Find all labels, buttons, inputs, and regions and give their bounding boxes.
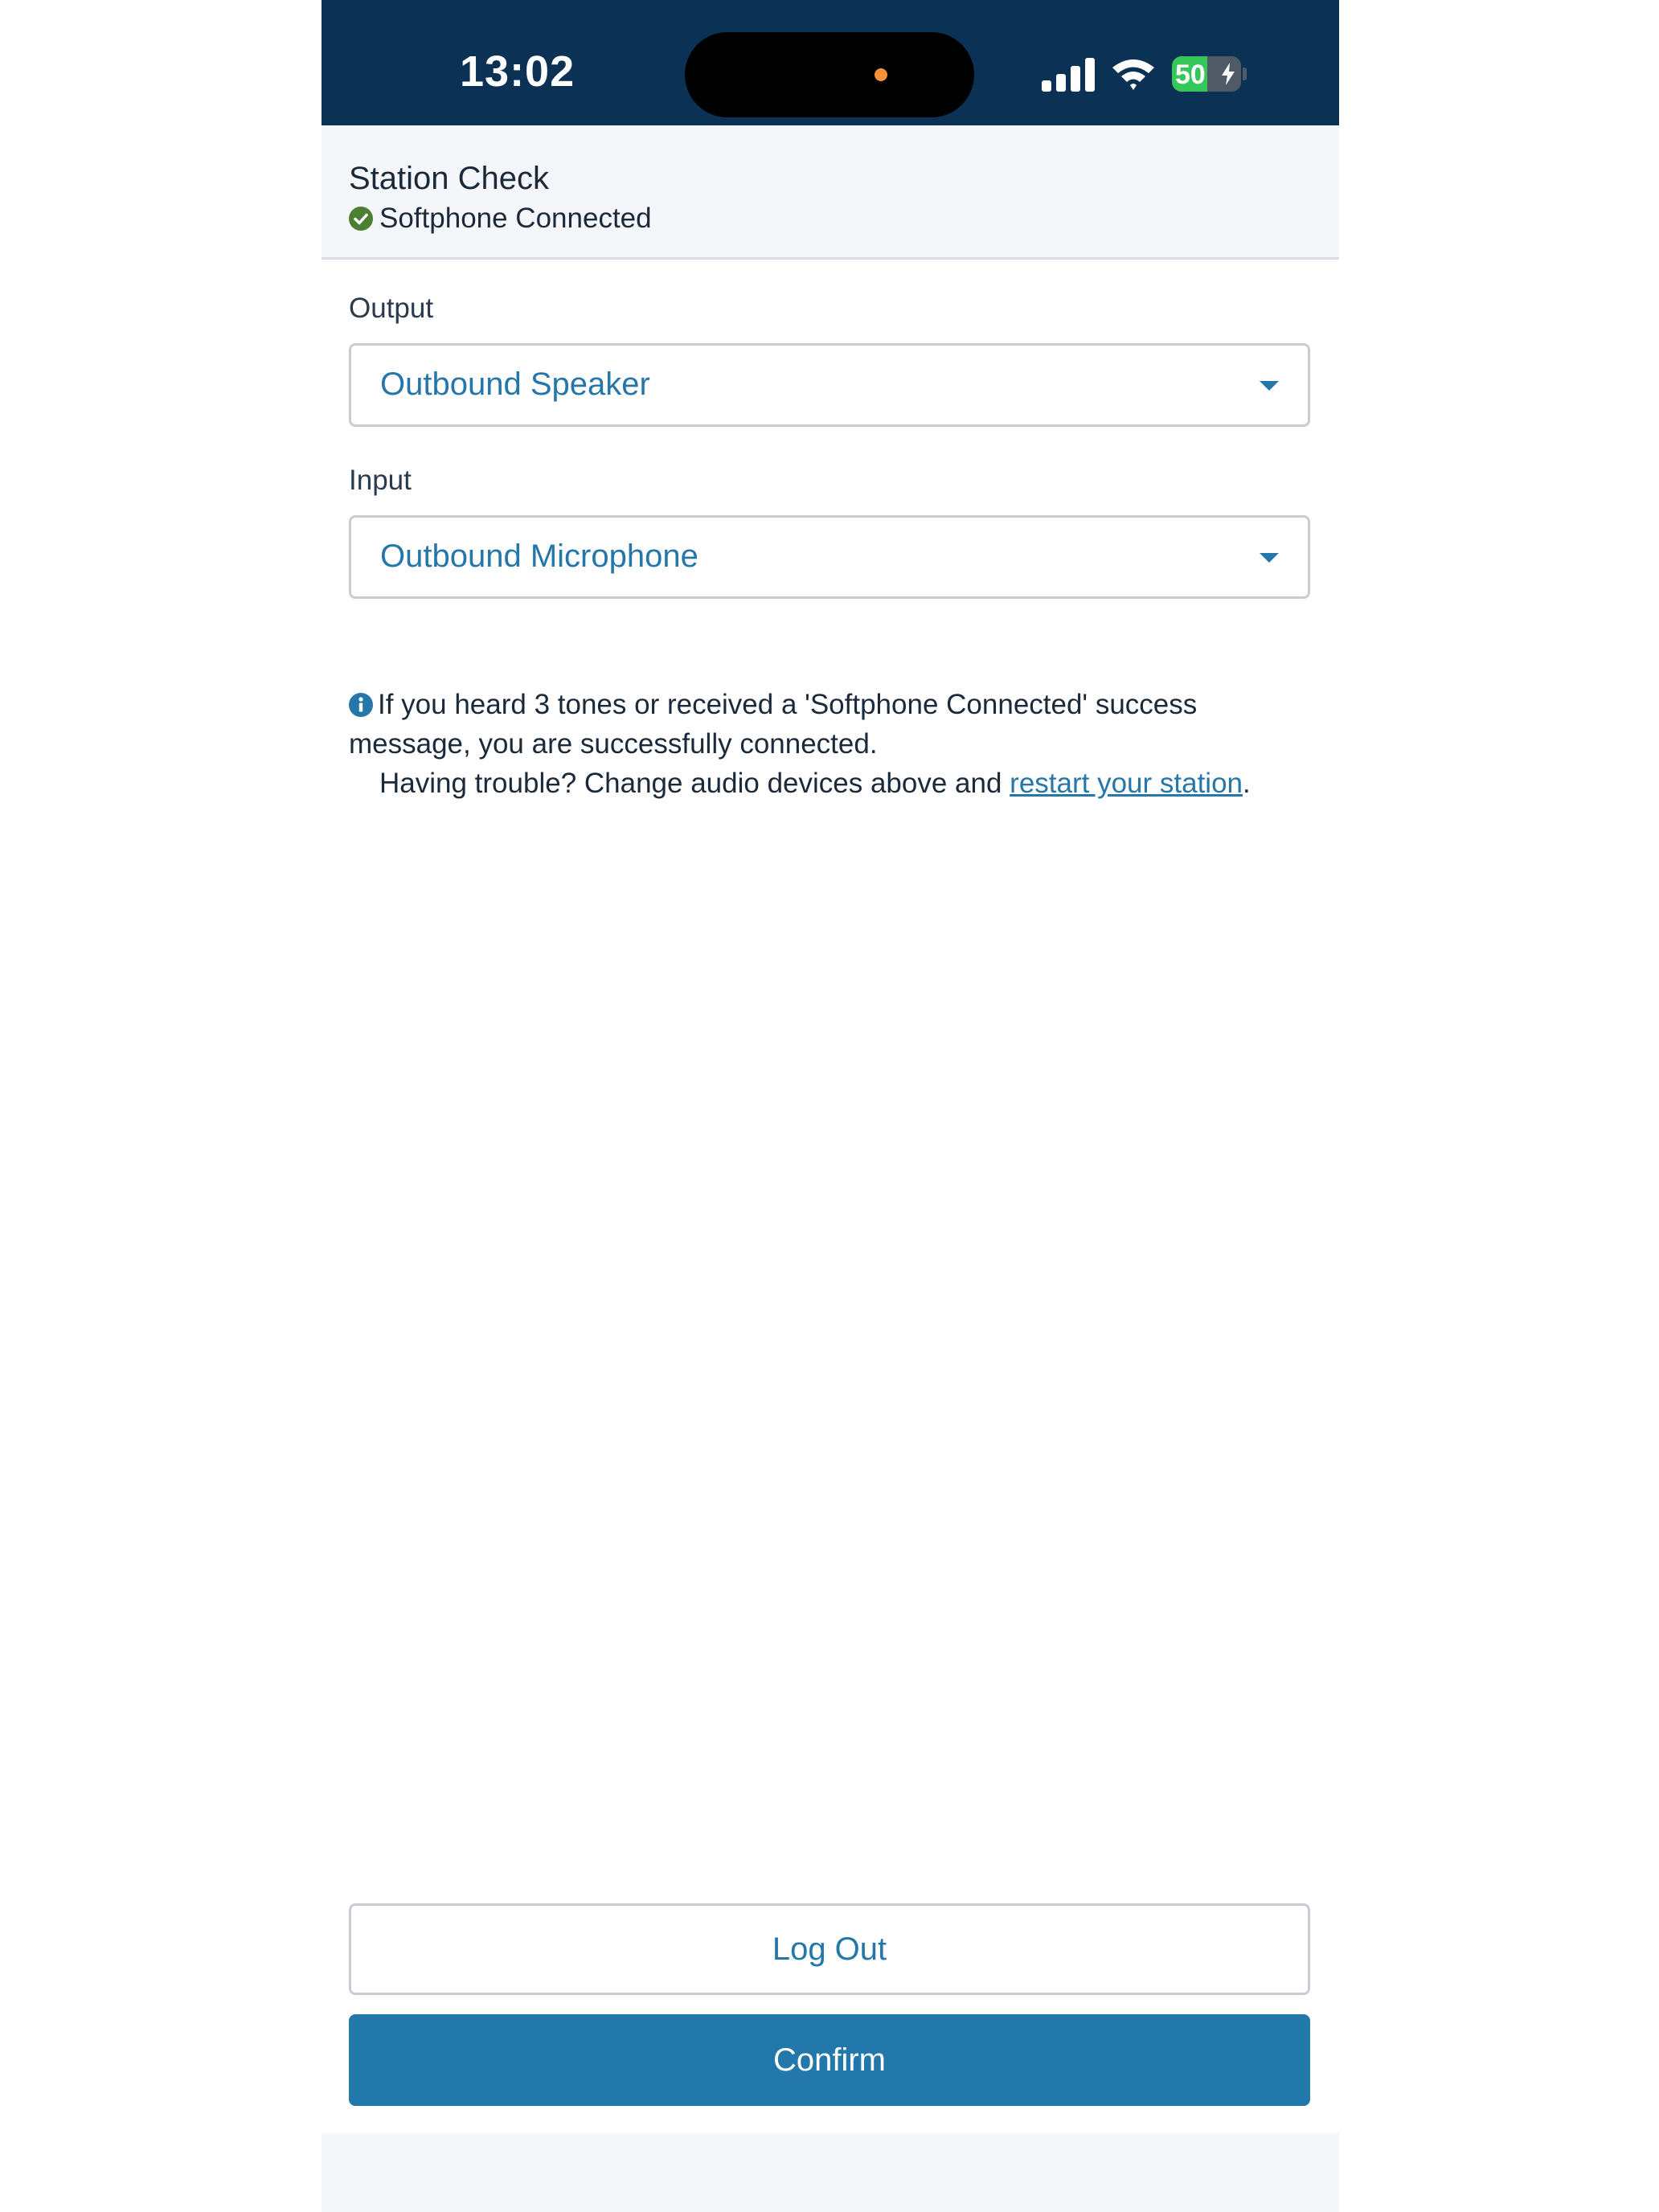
info-icon <box>349 693 373 717</box>
success-check-icon <box>349 207 373 231</box>
output-device-select[interactable] <box>349 343 1310 427</box>
chevron-down-icon <box>1260 553 1279 563</box>
connection-status-label: Softphone Connected <box>379 203 652 234</box>
recording-indicator-dot <box>875 68 887 81</box>
chevron-down-icon <box>1260 381 1279 391</box>
connection-status <box>349 203 652 235</box>
cellular-signal-icon <box>1042 58 1095 92</box>
restart-station-link[interactable]: restart your station <box>1010 768 1243 799</box>
status-bar <box>322 0 1339 125</box>
output-label: Output <box>349 293 434 324</box>
log-out-button[interactable]: Log Out <box>349 1903 1310 1995</box>
trouble-line <box>349 764 1310 803</box>
status-time: 13:02 <box>460 47 576 96</box>
input-device-select[interactable] <box>349 515 1310 599</box>
confirm-button[interactable]: Confirm <box>349 2014 1310 2106</box>
footer-area <box>322 2133 1339 2212</box>
trouble-text: Having trouble? Change audio devices above and <box>379 768 1010 799</box>
wifi-icon <box>1111 56 1156 92</box>
battery-icon <box>1172 56 1241 92</box>
phone-screen <box>322 0 1339 2212</box>
battery-cap <box>1243 68 1247 80</box>
dynamic-island <box>685 32 974 117</box>
trouble-suffix: . <box>1243 768 1251 799</box>
page-title: Station Check <box>349 161 550 196</box>
station-check-header <box>322 125 1339 260</box>
battery-level: 50 <box>1175 59 1206 90</box>
input-label: Input <box>349 465 412 496</box>
info-message <box>349 685 1310 803</box>
input-device-value: Outbound Microphone <box>380 539 698 574</box>
charging-bolt-icon <box>1220 63 1236 85</box>
output-device-value: Outbound Speaker <box>380 367 650 402</box>
info-message-text: If you heard 3 tones or received a 'Softphone Connected' success message, you are successfully connected. <box>349 689 1198 760</box>
